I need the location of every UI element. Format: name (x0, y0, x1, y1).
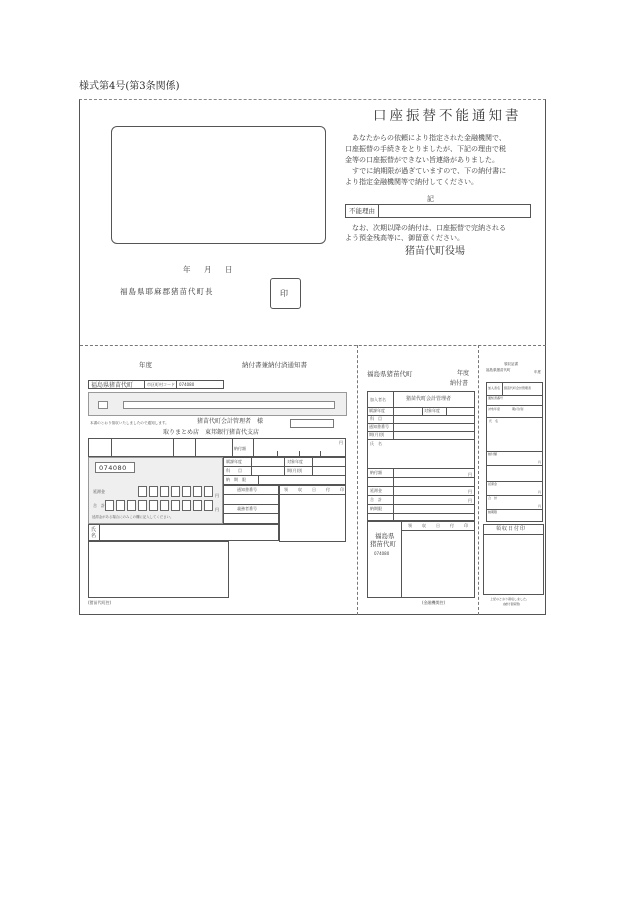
total-label: 合 計 (93, 503, 105, 508)
mid-target-year-label: 対象年度 (424, 408, 440, 413)
notice-body-line: すでに納期限が過ぎていますので、下の納付書に (352, 167, 507, 175)
left-code-label: 市区町村コード (147, 382, 175, 387)
right-footer-2: (納付者保管) (503, 602, 521, 606)
form-number-label: 様式第4号(第3条関係) (79, 81, 180, 92)
left-target-year-label: 対象年度 (287, 459, 303, 464)
left-notice-no-label: 通知書番号 (237, 487, 257, 492)
mid-main-grid (367, 391, 475, 521)
mid-bank-town-2: 猪苗代町 (370, 540, 396, 548)
left-address-box (88, 541, 229, 598)
left-taxpayer-no-label: 義務者番号 (237, 506, 257, 511)
tear-line-horizontal (80, 345, 546, 346)
seal-box (270, 278, 301, 309)
mid-total-label: 合 計 (370, 497, 382, 502)
notice-body-line: より指定金融機関等で納付してください。 (345, 178, 478, 186)
notice-footer-line: よう預金残高等に、御留意ください。 (345, 234, 464, 242)
mid-year-label: 年度 (457, 370, 470, 377)
payee-line-1: 猪苗代町会計管理者 様 (197, 418, 264, 425)
right-period-label: 期(月)別 (512, 407, 524, 411)
mid-due-label: 納期限 (370, 506, 382, 511)
right-notice-no-label: 通知書番号 (488, 396, 504, 400)
tear-line-right (478, 345, 479, 615)
mid-footer: (金融機関控) (422, 600, 446, 605)
address-window (111, 126, 326, 244)
right-payee-value: 猪苗代町会計管理者 (504, 386, 532, 390)
left-town: 福島県猪苗代町 (91, 381, 134, 389)
right-late-fee-yen: 円 (538, 490, 542, 494)
notice-body-line: あなたからの依頼により指定された金融機関で、 (352, 134, 506, 142)
right-amount-label: 納付額 (488, 452, 498, 456)
mid-period-label: 期(月)別 (369, 432, 385, 437)
reason-label: 不能理由 (346, 205, 379, 217)
right-main-grid (486, 382, 543, 522)
left-slip-title: 納付書兼納付済通知書 (242, 361, 307, 369)
notice-body-line: 金等の口座振替ができない旨連絡がありました。 (345, 156, 499, 164)
right-year-small: 年度 (534, 370, 541, 374)
account-panel (88, 392, 347, 416)
mid-town: 福島県猪苗代町 (367, 370, 413, 378)
late-fee-label: 延滞金 (93, 489, 105, 494)
left-item-label: 科 目 (226, 468, 242, 473)
left-code-value: 074080 (179, 382, 195, 387)
mid-item-label: 科 目 (370, 416, 382, 421)
reason-field (345, 204, 531, 218)
notice-body (345, 133, 535, 188)
left-receipt-stamp-box (279, 485, 346, 542)
late-fee-panel (88, 457, 223, 524)
right-footer-1: 上記のとおり領収しました。 (490, 597, 530, 601)
mid-bank-town-1: 福島県 (375, 532, 395, 540)
late-fee-note: 延滞金がある場合にのみこの欄に記入してください。 (92, 515, 174, 519)
mid-amount-label: 納付額 (370, 470, 382, 475)
right-stamp-box (483, 524, 544, 595)
notice-body-line: 口座振替の手続きをとりましたが、下記の理由で税 (345, 145, 506, 153)
left-notice-no-box (223, 485, 279, 524)
account-checkbox[interactable] (98, 401, 108, 409)
right-total-yen: 円 (538, 504, 542, 508)
left-receipt-stamp-label: 領 収 日 付 印 (284, 487, 347, 492)
mid-payee-value: 猪苗代町会計管理者 (406, 396, 452, 402)
number-value: 074080 (99, 464, 127, 472)
right-name-label: 氏 名 (489, 419, 499, 423)
right-stamp-label: 領収日付印 (496, 526, 527, 532)
left-period-label: 期(月)別 (287, 468, 303, 473)
mid-payee-label: 加入者名 (370, 397, 386, 402)
left-info-grid (223, 457, 346, 485)
right-fiscal-label: 対象年度 (488, 407, 501, 411)
reason-value (380, 205, 530, 217)
late-fee-yen: 円 (215, 493, 219, 498)
mid-late-fee-label: 延滞金 (370, 488, 382, 493)
number-box (95, 462, 135, 473)
name-row (88, 524, 279, 541)
right-amount-yen: 円 (538, 460, 542, 464)
mid-amount-yen: 円 (468, 472, 472, 477)
mid-total-yen: 円 (468, 498, 472, 503)
date-label: 年 月 日 (183, 265, 236, 274)
account-number-field[interactable] (123, 401, 335, 409)
tear-line-left (357, 345, 358, 615)
right-total-label: 合 計 (488, 496, 498, 500)
notice-title: 口座振替不能通知書 (373, 108, 522, 124)
mid-code: 074080 (374, 551, 390, 556)
right-title-small: 領収証書 (504, 362, 518, 366)
total-yen: 円 (215, 507, 219, 512)
right-due-label: 納期限 (488, 510, 498, 514)
right-payee-label: 加入者名 (488, 386, 501, 390)
mid-notice-no-label: 通知書番号 (369, 424, 389, 429)
mid-stamp-label: 領 収 日 付 印 (408, 523, 471, 528)
notice-footer (345, 223, 535, 243)
seal-label: 印 (280, 289, 288, 298)
name-label: 氏名 (91, 527, 97, 539)
issuer-name: 猪苗代町役場 (405, 246, 465, 257)
notice-footer-line: なお、次期以降の納付は、口座振替で完納される (352, 224, 506, 232)
right-town-small: 福島県猪苗代町 (486, 368, 511, 372)
mayor-name: 福島県耶麻郡猪苗代町長 (120, 287, 214, 296)
mid-title: 納付書 (450, 380, 469, 387)
left-year-label: 年度 (139, 361, 152, 369)
left-footer: (猪苗代町控) (88, 600, 112, 605)
left-yen: 円 (339, 440, 343, 445)
payee-line-2: 取りまとめ店 東邦銀行猪苗代支店 (163, 429, 260, 436)
left-due-label: 納 期 限 (226, 477, 246, 482)
left-fiscal-year-label: 賦課年度 (226, 459, 242, 464)
left-small-field (290, 419, 334, 428)
mid-late-fee-yen: 円 (468, 489, 472, 494)
mid-name-label: 氏 名 (370, 441, 382, 446)
mid-bank-box (367, 521, 475, 598)
ki-label: 記 (427, 195, 434, 203)
receipt-note: 本書のとおり領収いたしましたので通知します。 (90, 421, 169, 425)
left-town-header (88, 380, 224, 389)
mid-fiscal-year-label: 賦課年度 (369, 408, 385, 413)
right-late-fee-label: 延滞金 (488, 482, 498, 486)
left-amount-label: 納付額 (234, 446, 246, 451)
left-amount-row (88, 438, 346, 457)
